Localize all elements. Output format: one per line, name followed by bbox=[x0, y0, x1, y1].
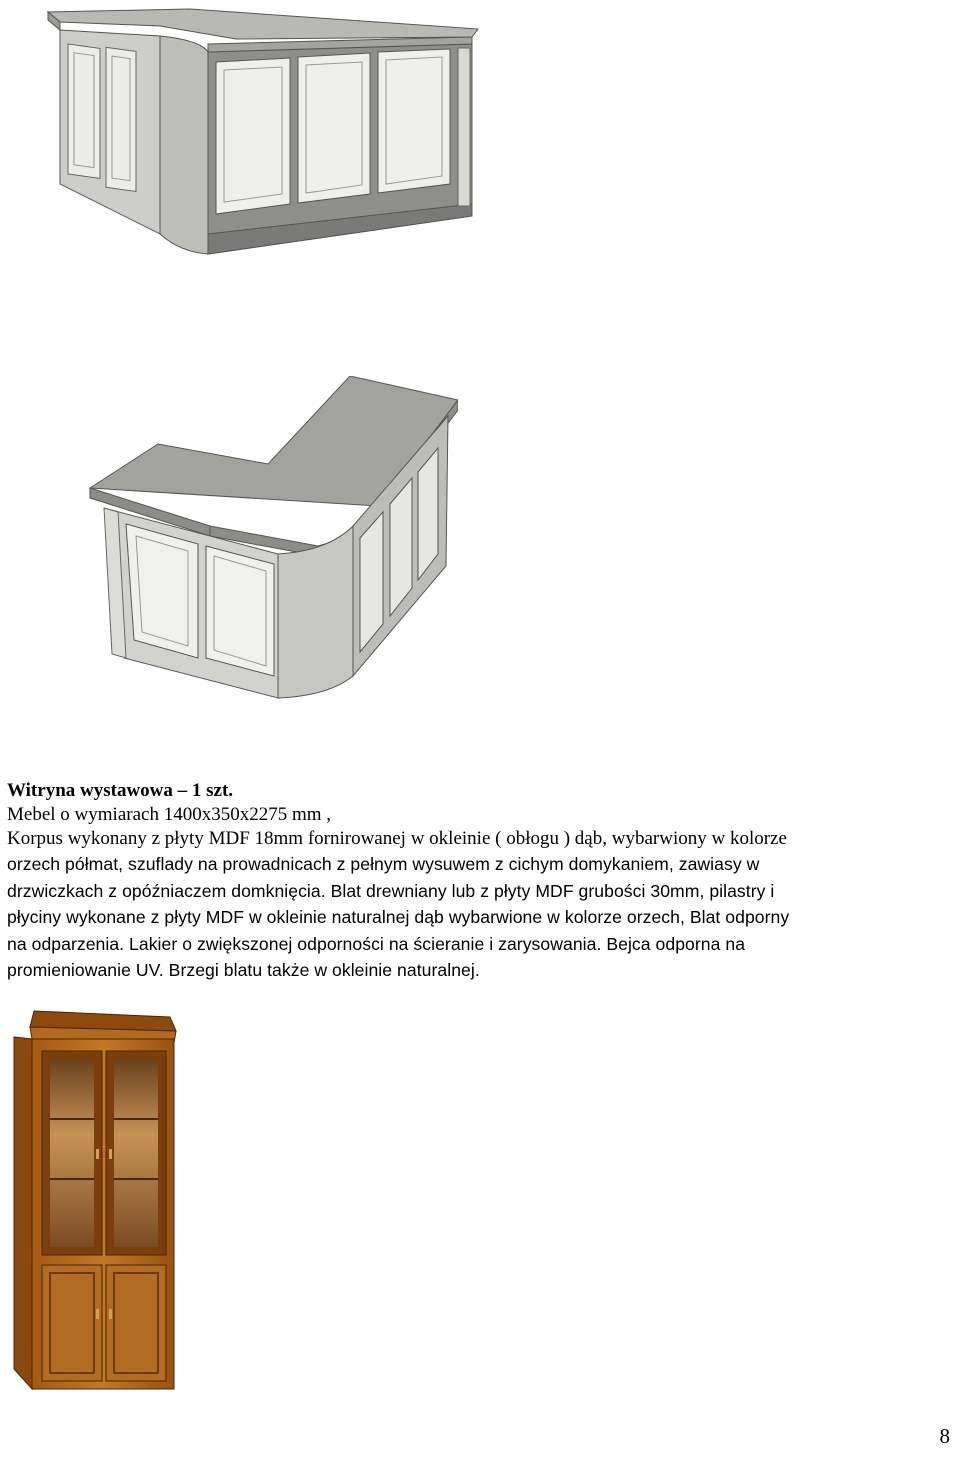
reception-counter-front-view bbox=[40, 4, 485, 268]
body-serif-line: Korpus wykonany z płyty MDF 18mm fornirowanej w okleinie ( obłogu ) dąb, wybarwiony w kolorze bbox=[7, 828, 787, 849]
dimensions-line: Mebel o wymiarach 1400x350x2275 mm , bbox=[7, 804, 332, 825]
product-description bbox=[7, 779, 957, 984]
body-line: drzwiczkach z opóźniaczem domknięcia. Blat drewniany lub z płyty MDF grubości 30mm, pilastry i bbox=[7, 880, 775, 901]
body-line: płyciny wykonane z płyty MDF w okleinie naturalnej dąb wybarwione w kolorze orzech, Blat odporny bbox=[7, 907, 790, 927]
body-line: na odparzenia. Lakier o zwiększonej odporności na ścieranie i zarysowania. Bejca odporna na bbox=[7, 933, 746, 954]
reception-counter-top-view bbox=[78, 376, 458, 704]
page-number: 8 bbox=[939, 1424, 950, 1448]
product-heading: Witryna wystawowa – 1 szt. bbox=[7, 780, 234, 801]
body-line: promieniowanie UV. Brzegi blatu także w okleinie naturalnej. bbox=[7, 960, 480, 980]
display-cabinet-walnut bbox=[10, 1009, 178, 1394]
body-line: orzech półmat, szuflady na prowadnicach z pełnym wysuwem z cichym domykaniem, zawiasy w bbox=[7, 854, 760, 874]
